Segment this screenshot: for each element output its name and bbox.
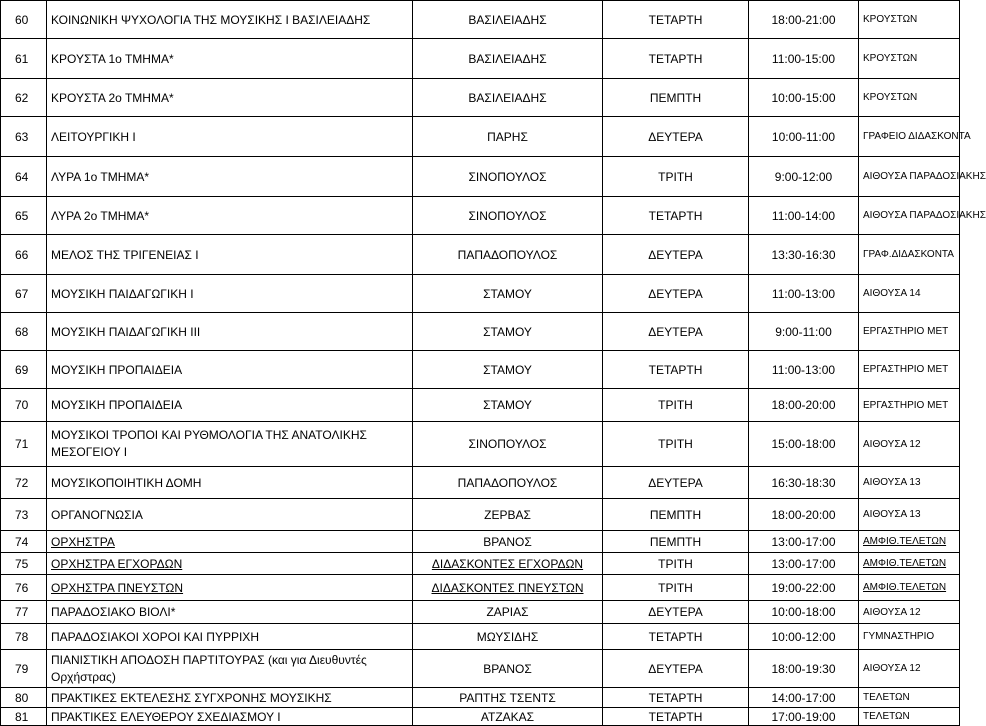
time-slot: 16:30-18:30 (771, 475, 836, 490)
instructor: ΑΤΖΑΚΑΣ (480, 709, 535, 724)
time-slot: 15:00-18:00 (771, 437, 836, 451)
time-slot-cell (749, 389, 859, 422)
instructor-cell (413, 389, 603, 422)
room-cell (859, 688, 960, 708)
course-name: ΚΡΟΥΣΤΑ 2ο ΤΜΗΜΑ* (51, 90, 174, 105)
room-cell (859, 197, 986, 235)
room-cell (859, 553, 960, 575)
room: ΑΙΘΟΥΣΑ ΠΑΡΑΔΟΣΙΑΚΗΣ (863, 210, 986, 221)
weekday: ΤΕΤΑΡΤΗ (648, 12, 703, 27)
weekday: ΔΕΥΤΕΡΑ (648, 286, 703, 301)
instructor: ΣΙΝΟΠΟΥΛΟΣ (468, 437, 547, 451)
time-slot-cell (749, 422, 859, 467)
time-slot: 18:00-21:00 (771, 12, 836, 27)
row-number-cell (1, 531, 47, 553)
row-number-cell (1, 708, 47, 726)
row-number-cell (1, 688, 47, 708)
weekday-cell (603, 39, 749, 79)
table-row (1, 389, 960, 422)
row-number-cell (1, 1, 47, 39)
weekday: ΤΕΤΑΡΤΗ (648, 690, 703, 705)
row-number: 81 (15, 709, 29, 724)
time-slot-cell (749, 275, 859, 313)
weekday-cell (603, 117, 749, 157)
table-row (1, 275, 960, 313)
room-cell (859, 650, 960, 688)
weekday: ΤΕΤΑΡΤΗ (648, 629, 703, 644)
instructor: ΡΑΠΤΗΣ ΤΣΕΝΤΣ (459, 690, 556, 705)
course-name-cell (47, 575, 413, 601)
weekday: ΠΕΜΠΤΗ (649, 90, 702, 105)
room-cell (859, 313, 960, 351)
instructor: ΖΕΡΒΑΣ (484, 507, 531, 522)
instructor: ΔΙΔΑΣΚΟΝΤΕΣ ΕΓΧΟΡΔΩΝ (431, 556, 584, 571)
course-name-cell (47, 553, 413, 575)
row-number: 61 (15, 51, 29, 66)
table-row (1, 499, 960, 531)
course-name-cell (47, 688, 413, 708)
weekday-cell (603, 499, 749, 531)
row-number: 69 (15, 362, 29, 377)
weekday: ΔΕΥΤΕΡΑ (648, 129, 703, 144)
row-number: 71 (15, 437, 29, 451)
table-row (1, 235, 960, 275)
room: ΚΡΟΥΣΤΩΝ (863, 14, 918, 25)
room-cell (859, 79, 960, 117)
instructor: ΖΑΡΙΑΣ (486, 605, 529, 619)
instructor: ΠΑΠΑΔΟΠΟΥΛΟΣ (457, 247, 558, 262)
weekday-cell (603, 601, 749, 624)
row-number: 70 (15, 398, 29, 412)
time-slot: 18:00-19:30 (771, 661, 836, 676)
row-number-cell (1, 422, 47, 467)
row-number: 72 (15, 475, 29, 490)
row-number: 64 (15, 169, 29, 184)
instructor: ΣΤΑΜΟΥ (483, 398, 532, 412)
room-cell (859, 575, 960, 601)
instructor: ΔΙΔΑΣΚΟΝΤΕΣ ΠΝΕΥΣΤΩΝ (431, 580, 584, 595)
row-number-cell (1, 235, 47, 275)
row-number-cell (1, 313, 47, 351)
room-cell (859, 235, 960, 275)
instructor: ΣΙΝΟΠΟΥΛΟΣ (468, 208, 547, 223)
instructor-cell (413, 157, 603, 197)
course-name: ΠΡΑΚΤΙΚΕΣ ΕΚΤΕΛΕΣΗΣ ΣΥΓΧΡΟΝΗΣ ΜΟΥΣΙΚΗΣ (51, 690, 332, 705)
weekday: ΔΕΥΤΕΡΑ (648, 247, 703, 262)
instructor-cell (413, 575, 603, 601)
room-cell (859, 499, 960, 531)
time-slot: 11:00-15:00 (771, 51, 836, 66)
instructor: ΣΙΝΟΠΟΥΛΟΣ (468, 169, 547, 184)
time-slot: 17:00-19:00 (771, 709, 836, 724)
time-slot: 13:00-17:00 (771, 534, 836, 549)
time-slot-cell (749, 575, 859, 601)
instructor-cell (413, 688, 603, 708)
course-name: ΟΡΧΗΣΤΡΑ (51, 534, 115, 549)
room-cell (859, 422, 960, 467)
instructor: ΒΑΣΙΛΕΙΑΔΗΣ (468, 90, 547, 105)
row-number-cell (1, 39, 47, 79)
instructor-cell (413, 650, 603, 688)
room-cell (859, 624, 960, 650)
row-number-cell (1, 650, 47, 688)
table-row (1, 601, 960, 624)
course-name: ΜΟΥΣΙΚΗ ΠΑΙΔΑΓΩΓΙΚΗ Ι (51, 286, 194, 301)
instructor-cell (413, 197, 603, 235)
row-number: 62 (15, 90, 29, 105)
instructor-cell (413, 708, 603, 726)
room: ΑΜΦΙΘ.ΤΕΛΕΤΩΝ (863, 582, 947, 593)
weekday: ΤΡΙΤΗ (658, 169, 693, 184)
room: ΑΙΘΟΥΣΑ 12 (863, 663, 921, 674)
room: ΑΙΘΟΥΣΑ 12 (863, 438, 921, 450)
table-row (1, 467, 960, 499)
weekday-cell (603, 575, 749, 601)
instructor: ΣΤΑΜΟΥ (483, 324, 532, 339)
time-slot-cell (749, 351, 859, 389)
course-name-cell (47, 624, 413, 650)
time-slot-cell (749, 531, 859, 553)
room-cell (859, 467, 960, 499)
weekday-cell (603, 1, 749, 39)
course-name-cell (47, 275, 413, 313)
room: ΚΡΟΥΣΤΩΝ (863, 92, 918, 103)
instructor-cell (413, 39, 603, 79)
instructor: ΒΡΑΝΟΣ (483, 534, 532, 549)
time-slot-cell (749, 688, 859, 708)
time-slot: 10:00-12:00 (771, 629, 836, 644)
row-number-cell (1, 624, 47, 650)
time-slot: 13:00-17:00 (771, 556, 836, 571)
time-slot: 13:30-16:30 (771, 247, 836, 262)
row-number-cell (1, 389, 47, 422)
course-name-cell (47, 39, 413, 79)
time-slot-cell (749, 79, 859, 117)
time-slot: 18:00-20:00 (771, 398, 836, 412)
course-name-cell (47, 1, 413, 39)
room-cell (859, 117, 971, 157)
instructor-cell (413, 351, 603, 389)
time-slot-cell (749, 601, 859, 624)
instructor: ΣΤΑΜΟΥ (483, 286, 532, 301)
time-slot: 10:00-15:00 (771, 90, 836, 105)
course-name-cell (47, 79, 413, 117)
room-cell (859, 351, 960, 389)
time-slot-cell (749, 157, 859, 197)
table-row (1, 351, 960, 389)
course-name: ΜΟΥΣΙΚΗ ΠΡΟΠΑΙΔΕΙΑ (51, 362, 183, 377)
weekday: ΤΡΙΤΗ (658, 556, 693, 571)
weekday: ΤΕΤΑΡΤΗ (648, 362, 703, 377)
table-row (1, 39, 960, 79)
table-row (1, 531, 960, 553)
course-name-cell (47, 313, 413, 351)
weekday-cell (603, 624, 749, 650)
course-name-cell (47, 117, 413, 157)
room: ΓΡΑΦ.ΔΙΔΑΣΚΟΝΤΑ (863, 249, 954, 260)
time-slot: 10:00-11:00 (771, 129, 836, 144)
time-slot: 19:00-22:00 (771, 580, 836, 595)
instructor: ΒΑΣΙΛΕΙΑΔΗΣ (468, 12, 547, 27)
row-number-cell (1, 275, 47, 313)
time-slot: 9:00-12:00 (774, 169, 833, 184)
course-name: ΛΕΙΤΟΥΡΓΙΚΗ Ι (51, 129, 136, 144)
instructor-cell (413, 422, 603, 467)
room: ΑΙΘΟΥΣΑ 13 (863, 509, 921, 520)
room: ΑΙΘΟΥΣΑ 12 (863, 606, 921, 618)
room-cell (859, 708, 960, 726)
table-row (1, 117, 960, 157)
instructor-cell (413, 601, 603, 624)
table-row (1, 708, 960, 726)
weekday-cell (603, 389, 749, 422)
course-name-cell (47, 157, 413, 197)
room: ΑΙΘΟΥΣΑ 13 (863, 477, 921, 488)
instructor-cell (413, 79, 603, 117)
course-name-cell (47, 422, 413, 467)
weekday: ΠΕΜΠΤΗ (649, 534, 702, 549)
weekday-cell (603, 351, 749, 389)
course-name: ΠΑΡΑΔΟΣΙΑΚΟ ΒΙΟΛΙ* (51, 605, 176, 619)
row-number: 66 (15, 247, 29, 262)
course-name: ΜΟΥΣΙΚΟΙ ΤΡΟΠΟΙ ΚΑΙ ΡΥΘΜΟΛΟΓΙΑ ΤΗΣ ΑΝΑΤΟΛΙΚΗΣ ΜΕΣΟΓΕΙΟΥ Ι (51, 428, 367, 459)
room: ΑΜΦΙΘ.ΤΕΛΕΤΩΝ (863, 558, 947, 569)
row-number-cell (1, 575, 47, 601)
time-slot: 9:00-11:00 (775, 324, 832, 339)
instructor: ΣΤΑΜΟΥ (483, 362, 532, 377)
instructor-cell (413, 117, 603, 157)
row-number: 75 (15, 556, 29, 571)
instructor-cell (413, 1, 603, 39)
instructor-cell (413, 275, 603, 313)
course-name-cell (47, 708, 413, 726)
weekday: ΔΕΥΤΕΡΑ (648, 475, 703, 490)
row-number: 65 (15, 208, 29, 223)
row-number-cell (1, 499, 47, 531)
room-cell (859, 531, 960, 553)
weekday: ΤΡΙΤΗ (658, 398, 693, 412)
weekday-cell (603, 275, 749, 313)
instructor-cell (413, 531, 603, 553)
course-name: ΟΡΓΑΝΟΓΝΩΣΙΑ (51, 507, 143, 522)
row-number-cell (1, 553, 47, 575)
weekday-cell (603, 79, 749, 117)
time-slot-cell (749, 1, 859, 39)
room: ΤΕΛΕΤΩΝ (863, 711, 910, 722)
course-name: ΛΥΡΑ 2ο ΤΜΗΜΑ* (51, 208, 150, 223)
weekday: ΠΕΜΠΤΗ (649, 507, 702, 522)
weekday-cell (603, 467, 749, 499)
course-name-cell (47, 197, 413, 235)
course-name: ΛΥΡΑ 1ο ΤΜΗΜΑ* (51, 169, 150, 184)
row-number-cell (1, 197, 47, 235)
room: ΚΡΟΥΣΤΩΝ (863, 53, 918, 64)
weekday-cell (603, 157, 749, 197)
weekday: ΤΕΤΑΡΤΗ (648, 208, 703, 223)
schedule-body (1, 1, 986, 726)
course-name-cell (47, 650, 413, 688)
weekday-cell (603, 553, 749, 575)
room: ΓΡΑΦΕΙΟ ΔΙΔΑΣΚΟΝΤΑ (863, 131, 971, 142)
row-number: 80 (15, 690, 29, 705)
course-name-cell (47, 235, 413, 275)
row-number-cell (1, 157, 47, 197)
room-cell (859, 39, 960, 79)
weekday: ΤΡΙΤΗ (658, 580, 693, 595)
time-slot-cell (749, 117, 859, 157)
time-slot-cell (749, 197, 859, 235)
instructor-cell (413, 235, 603, 275)
time-slot: 10:00-18:00 (771, 605, 836, 619)
instructor: ΒΑΣΙΛΕΙΑΔΗΣ (468, 51, 547, 66)
time-slot-cell (749, 467, 859, 499)
row-number: 79 (15, 661, 29, 676)
room-cell (859, 275, 960, 313)
weekday: ΔΕΥΤΕΡΑ (648, 661, 703, 676)
room: ΕΡΓΑΣΤΗΡΙΟ ΜΕΤ (863, 326, 949, 337)
time-slot-cell (749, 235, 859, 275)
time-slot-cell (749, 624, 859, 650)
table-row (1, 553, 960, 575)
table-row (1, 624, 960, 650)
row-number: 78 (15, 629, 29, 644)
course-name: ΚΡΟΥΣΤΑ 1ο ΤΜΗΜΑ* (51, 51, 174, 66)
weekday: ΤΕΤΑΡΤΗ (648, 51, 703, 66)
weekday: ΤΡΙΤΗ (658, 437, 693, 451)
instructor-cell (413, 467, 603, 499)
course-name: ΜΟΥΣΙΚΗ ΠΡΟΠΑΙΔΕΙΑ (51, 398, 183, 412)
course-name: ΠΑΡΑΔΟΣΙΑΚΟΙ ΧΟΡΟΙ ΚΑΙ ΠΥΡΡΙΧΗ (51, 629, 259, 644)
time-slot-cell (749, 39, 859, 79)
room-cell (859, 157, 986, 197)
room: ΑΙΘΟΥΣΑ ΠΑΡΑΔΟΣΙΑΚΗΣ (863, 171, 986, 182)
weekday-cell (603, 531, 749, 553)
table-row (1, 157, 960, 197)
time-slot-cell (749, 650, 859, 688)
time-slot: 14:00-17:00 (771, 690, 836, 705)
row-number: 74 (15, 534, 29, 549)
instructor: ΠΑΡΗΣ (487, 129, 528, 144)
course-name-cell (47, 531, 413, 553)
instructor: ΒΡΑΝΟΣ (483, 661, 532, 676)
course-name: ΠΡΑΚΤΙΚΕΣ ΕΛΕΥΘΕΡΟΥ ΣΧΕΔΙΑΣΜΟΥ Ι (51, 709, 281, 724)
room: ΤΕΛΕΤΩΝ (863, 692, 910, 703)
weekday-cell (603, 235, 749, 275)
row-number: 63 (15, 129, 29, 144)
room: ΓΥΜΝΑΣΤΗΡΙΟ (863, 631, 935, 642)
room-cell (859, 601, 960, 624)
table-row (1, 650, 960, 688)
weekday-cell (603, 650, 749, 688)
course-name-cell (47, 467, 413, 499)
table-row (1, 79, 960, 117)
course-name-cell (47, 351, 413, 389)
row-number-cell (1, 467, 47, 499)
weekday-cell (603, 708, 749, 726)
row-number-cell (1, 351, 47, 389)
course-name: ΜΕΛΟΣ ΤΗΣ ΤΡΙΓΕΝΕΙΑΣ Ι (51, 247, 199, 262)
instructor: ΜΩΥΣΙΔΗΣ (476, 629, 539, 644)
time-slot: 11:00-13:00 (771, 362, 836, 377)
room: ΑΜΦΙΘ.ΤΕΛΕΤΩΝ (863, 536, 947, 547)
time-slot: 11:00-13:00 (771, 286, 836, 301)
time-slot-cell (749, 499, 859, 531)
room-cell (859, 1, 960, 39)
row-number-cell (1, 117, 47, 157)
time-slot-cell (749, 708, 859, 726)
row-number-cell (1, 601, 47, 624)
room: ΕΡΓΑΣΤΗΡΙΟ ΜΕΤ (863, 364, 949, 375)
table-row (1, 1, 960, 39)
time-slot: 18:00-20:00 (771, 507, 836, 522)
time-slot-cell (749, 553, 859, 575)
weekday: ΤΕΤΑΡΤΗ (648, 709, 703, 724)
instructor-cell (413, 499, 603, 531)
table-row (1, 688, 960, 708)
row-number-cell (1, 79, 47, 117)
instructor-cell (413, 313, 603, 351)
weekday-cell (603, 197, 749, 235)
weekday-cell (603, 422, 749, 467)
course-name-cell (47, 389, 413, 422)
table-row (1, 197, 960, 235)
row-number: 68 (15, 324, 29, 339)
table-row (1, 575, 960, 601)
time-slot-cell (749, 313, 859, 351)
course-name: ΚΟΙΝΩΝΙΚΗ ΨΥΧΟΛΟΓΙΑ ΤΗΣ ΜΟΥΣΙΚΗΣ Ι ΒΑΣΙΛΕΙΑΔΗΣ (51, 12, 371, 27)
table-row (1, 422, 960, 467)
row-number: 76 (15, 580, 29, 595)
room-cell (859, 389, 960, 422)
course-name: ΜΟΥΣΙΚΟΠΟΙΗΤΙΚΗ ΔΟΜΗ (51, 475, 202, 490)
weekday-cell (603, 313, 749, 351)
weekday-cell (603, 688, 749, 708)
room: ΕΡΓΑΣΤΗΡΙΟ ΜΕΤ (863, 399, 949, 411)
row-number: 67 (15, 286, 29, 301)
course-name-cell (47, 499, 413, 531)
course-name: ΜΟΥΣΙΚΗ ΠΑΙΔΑΓΩΓΙΚΗ ΙΙΙ (51, 324, 201, 339)
course-name-cell (47, 601, 413, 624)
time-slot: 11:00-14:00 (771, 208, 836, 223)
weekday: ΔΕΥΤΕΡΑ (648, 324, 703, 339)
instructor: ΠΑΠΑΔΟΠΟΥΛΟΣ (457, 475, 558, 490)
course-name: ΟΡΧΗΣΤΡΑ ΕΓΧΟΡΔΩΝ (51, 556, 183, 571)
row-number: 73 (15, 507, 29, 522)
room: ΑΙΘΟΥΣΑ 14 (863, 288, 921, 299)
instructor-cell (413, 553, 603, 575)
course-name: ΠΙΑΝΙΣΤΙΚΗ ΑΠΟΔΟΣΗ ΠΑΡΤΙΤΟΥΡΑΣ (και για Διευθυντές Ορχήστρας) (51, 652, 367, 684)
course-name: ΟΡΧΗΣΤΡΑ ΠΝΕΥΣΤΩΝ (51, 580, 184, 595)
instructor-cell (413, 624, 603, 650)
row-number: 77 (15, 605, 29, 619)
row-number: 60 (15, 12, 29, 27)
table-row (1, 313, 960, 351)
weekday: ΔΕΥΤΕΡΑ (648, 605, 703, 619)
